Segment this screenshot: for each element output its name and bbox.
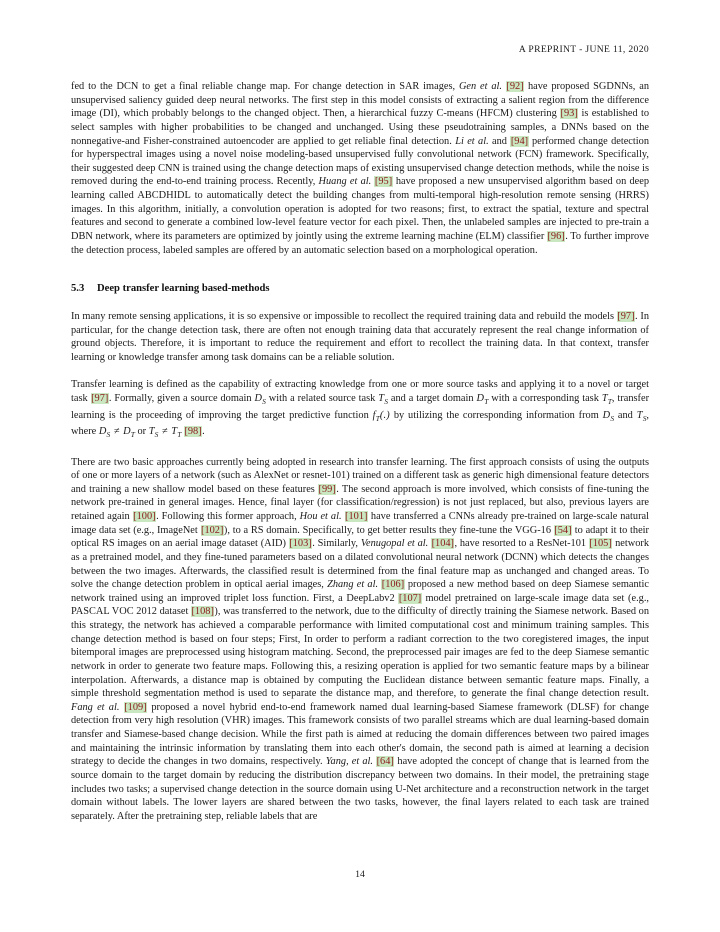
text-run: , have resorted to a ResNet-101	[454, 538, 589, 550]
text-run: and a target domain	[387, 392, 477, 404]
text-run: .	[202, 426, 205, 438]
math-symbol-target-task	[171, 426, 182, 440]
author-mention: Venugopal et al.	[360, 538, 429, 550]
text-run: proposed a novel hybrid end-to-end framework named dual learning-based Siamese framework (DLSF) for change detection from very high resolution (VHR) images. This framework consists of two parallel streams which are dual learning-based domain transfer and Siamese-based change decision. While the first path is aimed at reducing the domain differences between two paired images and maintaining the intrinsic information by translating them into each other's domain, the second path is aimed at learning a decision strategy to decide the changes in two domains, respectively.	[71, 701, 650, 768]
text-run: by utilizing the corresponding information from	[389, 409, 603, 421]
math-base: f	[372, 409, 376, 421]
math-base: T	[171, 426, 178, 438]
citation-link[interactable]: [54]	[554, 524, 572, 536]
citation-link[interactable]: [92]	[506, 81, 524, 92]
text-run: have proposed a new unsupervised algorithm based on deep learning called ABCDHIDL to automatically detect the building changes from multi-temporal high-resolution remote sensing (HRRS) images. In this algorithm, initially, a convolution operation is adopted for two reasons; first, to extract the spatial, texture and spectral features and second to generate a combined low-level feature vector for each pixel. Then, the unlabeled samples are injected to pre-train a DBN network, where its parameters are optimized by jointly using the extreme learning machine (ELM) classifier	[71, 176, 649, 242]
author-mention: Yang, et al.	[325, 756, 373, 768]
text-run: , where	[71, 409, 649, 438]
math-base: D	[476, 392, 485, 404]
citation-link[interactable]: [106]	[381, 579, 405, 591]
author-mention: Huang et al.	[318, 176, 372, 188]
text-run: . In particular, for the change detection task, there are often not enough training data that accurately represent the real change information of ground objects. Therefore, it is important to reduce the requirement and effort to recollect the training data. In that context, transfer learning or knowledge transfer among task domains can be a reliable solution.	[71, 311, 649, 363]
citation-link[interactable]: [107]	[398, 592, 422, 604]
text-run: Transfer learning is defined as the capability of extracting knowledge from one or more source tasks and applying it to a novel or target task	[71, 379, 649, 404]
text-run: is established to select samples with higher probabilities to be changed and unchanged. Using these pseudotraining samples, a DNNs based on the nonnegative-and Fisher-constrained autoencoder are applied to get reliable final detection.	[71, 108, 649, 147]
math-subscript: S	[106, 430, 111, 440]
math-subscript: S	[262, 396, 266, 406]
citation-link[interactable]: [109]	[124, 701, 147, 713]
text-run: or	[134, 426, 149, 438]
math-tail: (.)	[379, 409, 390, 421]
text-run: . To further improve the detection process, labeled samples are offered by an automatic selection based on a morphological operation.	[71, 230, 649, 256]
math-subscript: T	[177, 430, 182, 440]
math-subscript: S	[154, 430, 159, 440]
math-base: D	[123, 426, 131, 438]
text-run: performed change detection for hyperspectral images using a novel noise modeling-based unsupervised fully convolutional network (FCN) framework. Specifically, their suggested deep CNN is trained using the change detection maps of existing unsupervised change detection methods, while the noise is removed during the end-to-end training process. Recently,	[71, 135, 649, 188]
not-equal-symbol: ≠	[159, 426, 171, 438]
author-mention: Li et al.	[455, 135, 489, 147]
not-equal-symbol: ≠	[111, 426, 123, 438]
text-run: . Following this former approach,	[156, 511, 300, 522]
math-symbol-target-task	[602, 393, 612, 404]
text-run: , transfer learning is the proceeding of improving the target predictive function	[71, 392, 650, 421]
page-number: 14	[355, 869, 365, 880]
math-subscript: S	[384, 396, 388, 406]
math-base: D	[254, 392, 263, 404]
text-run: proposed a new method based on deep Siamese semantic network trained using an improved triplet loss function. First, a DeepLabv2	[71, 579, 649, 604]
citation-link[interactable]: [108]	[191, 606, 214, 618]
text-run: with a corresponding task	[488, 392, 602, 404]
math-base: D	[98, 426, 107, 438]
citation-link[interactable]: [100]	[133, 511, 156, 522]
math-subscript: T	[484, 396, 489, 406]
text-run: ), was transferred to the network, due to the difficulty of directly training the Siamese network. Based on this strategy, the network has achieved a comparable performance with limited computational cost and minimum training samples. This change detection method is based on four steps; First, In order to perform a radiant correction to the two coregistered images, the input bitemporal images are preprocessed using histogram matching. Second, the preprocessed pair images are fed to the deep Siamese semantic network in order to generate two feature maps. Following this, a resizing operation is applied for two semantic feature maps by a bilinear interpolation. Afterwards, a distance map is obtained by computing the Euclidean distance between semantic feature maps. Finally, a simple threshold segmentation method is used to separate the distance map, and therefore, to generate the final change detection result.	[71, 606, 649, 700]
math-base: T	[378, 392, 385, 404]
math-subscript: T	[130, 430, 135, 440]
math-symbol-predictive-function	[373, 410, 390, 421]
math-subscript: S	[610, 413, 615, 423]
text-run: . Similarly,	[312, 538, 361, 550]
math-base: D	[602, 409, 611, 421]
citation-link[interactable]: [64]	[376, 756, 394, 768]
text-run: have transferred a CNNs already pre-trained on large-scale natural image data set (e.g., ImageNet	[71, 511, 649, 536]
citation-link[interactable]: [98]	[184, 426, 202, 438]
body-column	[71, 80, 649, 823]
author-mention: Gen et al.	[458, 81, 502, 92]
section-title: Deep transfer learning based-methods	[97, 283, 270, 295]
author-mention: Hou et al.	[299, 511, 342, 522]
citation-link[interactable]: [97]	[617, 311, 635, 323]
text-run: have proposed SGDNNs, an unsupervised saliency guided deep neural networks. The first step in this model consists of extracting a salient region from the difference image (DI), which probably belongs to the changed object. Then, a hierarchical fuzzy C-means (HFCM) clustering	[71, 81, 650, 120]
math-base: T	[636, 409, 643, 421]
text-run: In many remote sensing applications, it is so expensive or impossible to recollect the required training data and rebuild the models	[71, 311, 617, 323]
text-run: . The second approach is more involved, which consists of fine-tuning the network pre-trained in general images. Hence, final layer (for classification/regression) is not just replaced, but also, previous layers are retained again	[71, 483, 649, 522]
text-run: and	[488, 135, 511, 147]
text-run: fed to the DCN to get a final reliable change map. For change detection in SAR images,	[71, 81, 459, 92]
math-subscript: T	[607, 396, 612, 406]
text-run: There are two basic approaches currently being adopted in research into transfer learning. The first approach consists of using the outputs of one or more layers of a network (such as AlexNet or resnet-101) trained on a different task as generic high dimensional feature detectors and training a new shallow model based on these features	[71, 456, 649, 495]
citation-link[interactable]: [101]	[345, 511, 368, 522]
text-run: and	[614, 409, 637, 421]
math-symbol-target-domain	[123, 426, 135, 440]
paragraph-transfer-approaches	[71, 456, 649, 824]
citation-link[interactable]: [104]	[431, 538, 454, 550]
math-symbol-source-task	[378, 393, 388, 404]
section-heading	[71, 282, 649, 296]
citation-link[interactable]: [105]	[589, 538, 612, 550]
author-mention: Fang et al.	[71, 701, 120, 713]
author-mention: Zhang et al.	[327, 579, 379, 591]
text-run: with a related source task	[265, 392, 379, 404]
math-subscript: T	[375, 413, 380, 423]
citation-link[interactable]: [93]	[560, 108, 578, 120]
math-symbol-source-domain	[98, 426, 111, 440]
paragraph-deep-learning-sar	[71, 80, 649, 257]
citation-link[interactable]: [97]	[91, 392, 109, 404]
text-run: network as a pretrained model, and they fine-tuned parameters based on a dilated convolutional neural network (DCNN) which detects the changes between the two images. Afterwards, the classified result is determined from the final feature map as unchanged and changed areas. To solve the change detection problem in optical aerial images,	[71, 538, 649, 591]
citation-link[interactable]: [94]	[510, 135, 529, 147]
citation-link[interactable]: [102]	[201, 524, 224, 536]
section-number: 5.3	[71, 283, 85, 295]
math-symbol-source-task	[148, 426, 159, 440]
math-base: T	[148, 426, 155, 438]
math-symbol-target-domain	[477, 393, 489, 404]
text-run: have adopted the concept of change that is learned from the source domain to the target domain by reducing the distribution discrepancy between two domains. In their model, the pretraining stage includes two tasks; a supervised change detection in the source domain using U-Net architecture and a reconstruction network in the target domain without labels. The lower layers are shared between the two tasks, however, the final layers related to each task are trained separately. After the pretraining step, reliable labels that are	[71, 756, 649, 822]
running-head: A PREPRINT - JUNE 11, 2020	[518, 44, 649, 55]
text-run: model pretrained on large-scale image data set (e.g., PASCAL VOC 2012 dataset	[71, 592, 649, 618]
paragraph-transfer-motivation	[71, 310, 649, 365]
math-base: T	[601, 392, 608, 404]
citation-link[interactable]: [95]	[374, 176, 393, 188]
text-run: . Formally, given a source domain	[108, 392, 255, 404]
math-symbol-source-domain	[254, 393, 265, 404]
citation-link[interactable]: [99]	[318, 483, 336, 495]
text-run: ), to a RS domain. Specifically, to get better results they fine-tune the VGG-16	[223, 524, 554, 536]
math-symbol-source-task	[637, 410, 647, 421]
math-subscript: S	[642, 413, 647, 423]
text-run: to adapt it to their optical RS images on an aerial image dataset (AID)	[71, 524, 649, 550]
citation-link[interactable]: [103]	[289, 538, 312, 550]
math-symbol-source-domain	[603, 410, 614, 421]
citation-link[interactable]: [96]	[547, 230, 565, 242]
paragraph-transfer-definition	[71, 378, 649, 442]
